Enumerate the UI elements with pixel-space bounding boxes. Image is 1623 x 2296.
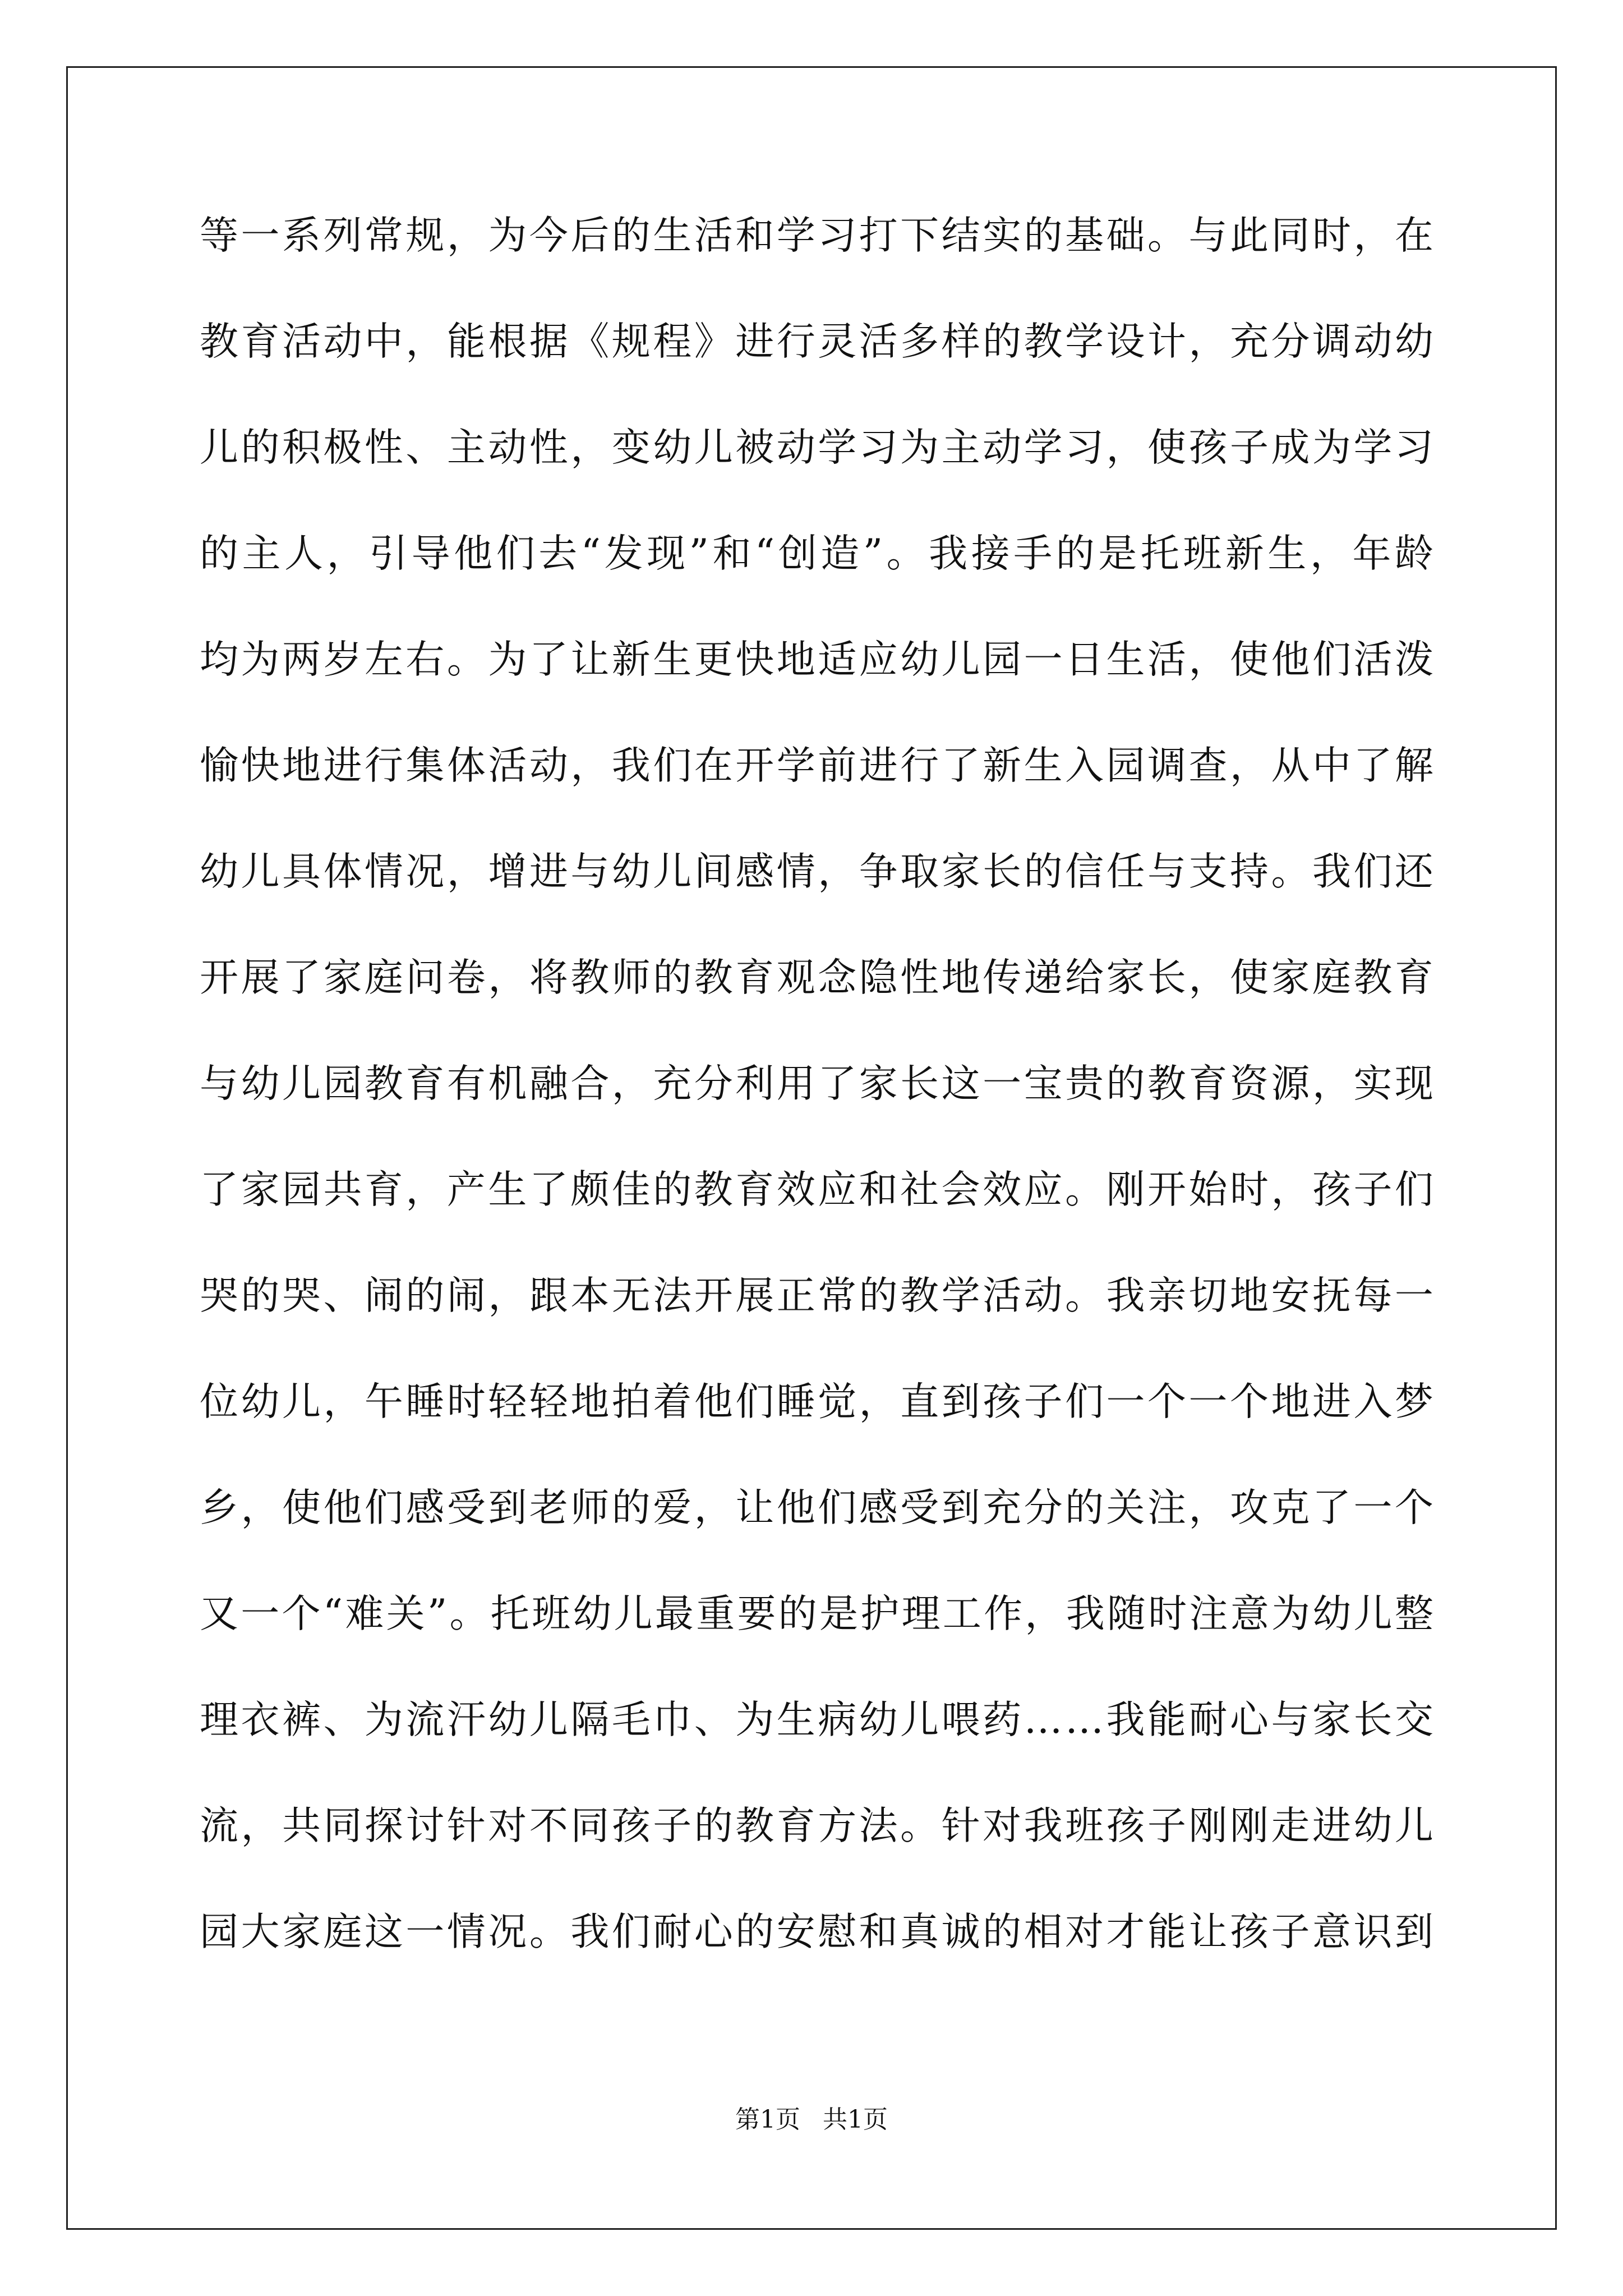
text-line-15: 理衣裤、为流汗幼儿隔毛巾、为生病幼儿喂药……我能耐心与家长交 — [200, 1697, 1436, 1742]
text-line-11: 哭的哭、闹的闹，跟本无法开展正常的教学活动。我亲切地安抚每一 — [200, 1273, 1436, 1318]
text-line-12: 位幼儿，午睡时轻轻地拍着他们睡觉，直到孩子们一个一个地进入梦 — [200, 1379, 1436, 1424]
text-line-8: 开展了家庭问卷，将教师的教育观念隐性地传递给家长，使家庭教育 — [200, 955, 1436, 1000]
page-footer — [0, 2099, 1623, 2135]
text-line-9: 与幼儿园教育有机融合，充分利用了家长这一宝贵的教育资源，实现 — [200, 1061, 1436, 1106]
text-line-4: 的主人，引导他们去“发现”和“创造”。我接手的是托班新生，年龄 — [200, 531, 1437, 576]
page-number-current: 第1页 — [735, 2105, 800, 2134]
text-line-6: 愉快地进行集体活动，我们在开学前进行了新生入园调查，从中了解 — [200, 743, 1436, 788]
text-line-3: 儿的积极性、主动性，变幼儿被动学习为主动学习，使孩子成为学习 — [200, 425, 1436, 470]
text-line-2: 教育活动中，能根据《规程》进行灵活多样的教学设计，充分调动幼 — [200, 319, 1436, 364]
text-line-7: 幼儿具体情况，增进与幼儿间感情，争取家长的信任与支持。我们还 — [200, 849, 1436, 894]
text-line-5: 均为两岁左右。为了让新生更快地适应幼儿园一日生活，使他们活泼 — [200, 637, 1436, 682]
body-text — [200, 213, 1437, 2019]
text-line-14: 又一个“难关”。托班幼儿最重要的是护理工作，我随时注意为幼儿整 — [200, 1591, 1436, 1636]
text-line-17: 园大家庭这一情况。我们耐心的安慰和真诚的相对才能让孩子意识到 — [200, 1910, 1436, 1954]
text-line-13: 乡，使他们感受到老师的爱，让他们感受到充分的关注，攻克了一个 — [200, 1485, 1436, 1530]
page-number-total: 共1页 — [823, 2105, 888, 2134]
text-line-16: 流，共同探讨针对不同孩子的教育方法。针对我班孩子刚刚走进幼儿 — [200, 1803, 1436, 1848]
text-line-10: 了家园共育，产生了颇佳的教育效应和社会效应。刚开始时，孩子们 — [200, 1167, 1436, 1212]
text-line-1: 等一系列常规，为今后的生活和学习打下结实的基础。与此同时，在 — [200, 213, 1436, 258]
